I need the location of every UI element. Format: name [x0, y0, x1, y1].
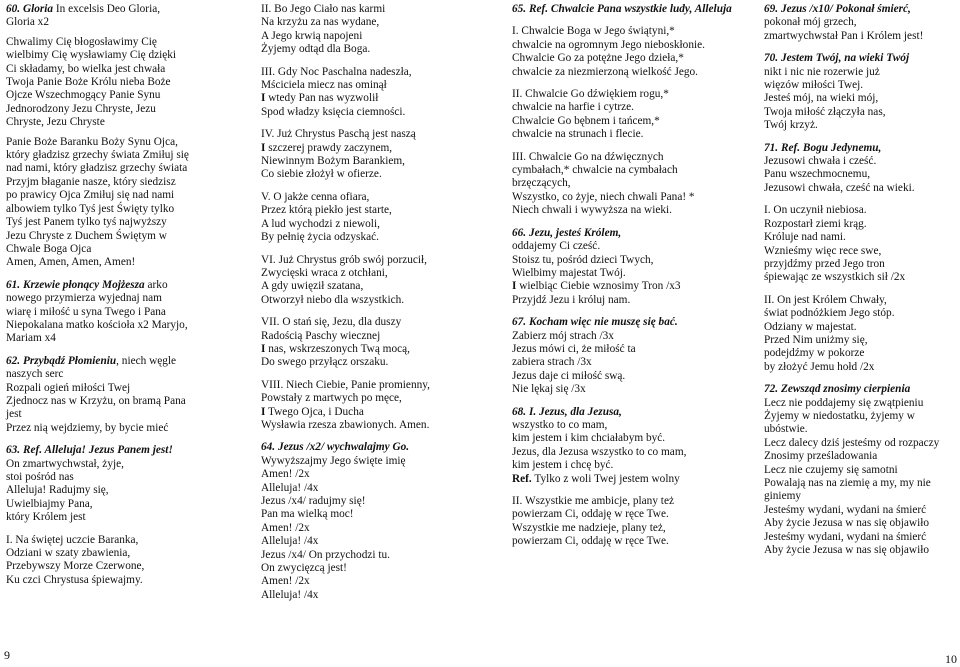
song-line: Zwycięski wraca z otchłani, — [261, 266, 388, 279]
song-line: Na krzyżu za nas wydane, — [261, 16, 380, 29]
song-line: Otworzył niebo dla wszystkich. — [261, 293, 405, 306]
song-line: Spod władzy księcia ciemności. — [261, 105, 406, 118]
song-title: 71. Ref. Bogu Jedynemu, — [764, 141, 882, 154]
song-line: Mariam x4 — [6, 332, 56, 345]
song-line: A Jego krwią napojeni — [261, 29, 363, 42]
column-4 — [764, 3, 956, 566]
song-line: Pan ma wielką moc! — [261, 508, 354, 521]
song-line: IV. Już Chrystus Paschą jest naszą — [261, 128, 416, 141]
song-block — [764, 383, 956, 557]
song-line: Twoja miłość złączyła nas, — [764, 105, 886, 118]
song-title: 62. Przybądź Płomieniu — [6, 354, 117, 367]
song-title: 69. Jezus /x10/ Pokonał śmierć, — [764, 3, 911, 15]
song-line: Chwalcie Go bębnem i tańcem,* — [512, 114, 660, 127]
song-line: Jezus /x4/ On przychodzi tu. — [261, 548, 390, 561]
song-heading-line — [6, 279, 234, 292]
song-line: Uwielbiajmy Pana, — [6, 497, 93, 510]
song-line: Przez którą piekło jest starte, — [261, 204, 392, 217]
song-line: Żyjemy w niedostatku, żyjemy w — [764, 409, 915, 422]
song-block — [261, 441, 476, 602]
song-block — [6, 444, 234, 524]
song-heading-line — [512, 227, 737, 240]
song-title: 61. Krzewie płonący Mojżesza — [6, 278, 145, 291]
song-block — [6, 355, 234, 435]
song-block — [261, 191, 476, 245]
song-line: wielbimy Cię wysławiamy Cię dzięki — [6, 49, 177, 62]
song-heading-line — [6, 444, 234, 457]
song-line: II. On jest Królem Chwały, — [764, 293, 887, 306]
song-line: Radością Paschy wiecznej — [261, 329, 381, 342]
song-title: 60. Gloria — [6, 3, 54, 15]
song-line: jest — [6, 408, 22, 421]
song-line: III. Chwalcie Go na dźwięcznych — [512, 150, 664, 163]
song-line: Chwale Boga Ojca — [6, 242, 92, 255]
song-line: albowiem tylko Tyś jest Święty tylko — [6, 202, 175, 215]
song-title: 66. Jezu, jesteś Królem, — [512, 226, 622, 239]
song-line: Przyjm błaganie nasze, który siedzisz — [6, 175, 176, 188]
song-line: On zmartwychwstał, żyje, — [6, 457, 124, 470]
song-line: Jesteś mój, na wieki mój, — [764, 92, 879, 105]
song-line: giniemy — [764, 490, 802, 503]
song-block — [6, 3, 234, 270]
song-line: Co siebie złożył w ofierze. — [261, 168, 382, 181]
song-line: Lecz nie czujemy się samotni — [764, 463, 898, 476]
song-line: Ku czci Chrystusa śpiewajmy. — [6, 573, 143, 586]
song-line: Powstały z martwych po męce, — [261, 392, 402, 405]
song-heading-line — [764, 383, 956, 396]
stanza-number: I — [261, 405, 266, 418]
song-line: chwalcie na harfie i cytrze. — [512, 101, 634, 114]
song-line: Twoja Panie Boże Królu nieba Boże — [6, 76, 171, 89]
song-heading-line — [512, 316, 737, 329]
song-title: 68. I. Jezus, dla Jezusa, — [512, 405, 622, 418]
song-line: powierzam Ci, oddaję w ręce Twe. — [512, 535, 669, 548]
song-line: Alleluja! /4x — [261, 481, 319, 494]
song-block — [512, 406, 737, 486]
song-title: 67. Kocham więc nie muszę się bać. — [512, 316, 678, 329]
song-line: Jezus /x4/ radujmy się! — [261, 495, 366, 507]
song-line: arko — [144, 278, 168, 291]
song-line: Rozpostarł ziemi krąg. — [764, 217, 867, 230]
song-line: który Królem jest — [6, 511, 86, 524]
song-line: Jezusowi chwała, cześć na wieki. — [764, 181, 915, 194]
stanza-number: I — [261, 342, 266, 355]
song-line: podejdźmy w pokorze — [764, 347, 865, 360]
song-line: kim jestem i kim chciałabym być. — [512, 432, 666, 445]
song-line: Gloria x2 — [6, 16, 49, 29]
song-heading-line — [261, 441, 476, 454]
song-line: kim jestem i chcę być. — [512, 459, 614, 472]
song-line: I wielbiąc Ciebie wznosimy Tron /x3 — [512, 280, 681, 293]
song-block — [764, 294, 956, 374]
column-1 — [6, 3, 234, 596]
song-block — [512, 316, 737, 396]
song-line: przyjdźmy przed Jego tron — [764, 257, 885, 270]
song-line: nowego przymierza wyjednaj nam — [6, 292, 162, 305]
song-block — [6, 534, 234, 588]
song-line: I wtedy Pan nas wyzwolił — [261, 92, 379, 105]
song-heading-line — [6, 355, 234, 368]
song-heading-line — [512, 406, 737, 419]
song-block — [512, 3, 737, 16]
song-line: Króluje nad nami. — [764, 231, 846, 244]
song-line: II. Bo Jego Ciało nas karmi — [261, 3, 386, 15]
song-line: Alleluja! /4x — [261, 588, 319, 601]
song-line: pokonał mój grzech, — [764, 16, 857, 29]
song-line: V. O jakże cenna ofiara, — [261, 190, 370, 203]
song-line: On zwycięzcą jest! — [261, 562, 347, 575]
song-block — [512, 495, 737, 549]
song-line: Tyś jest Panem tylko tyś najwyższy — [6, 216, 167, 229]
song-line: I. Na świętej uczcie Baranka, — [6, 533, 139, 546]
song-line: Jezus mówi ci, że miłość ta — [512, 342, 636, 355]
song-line: Amen! /2x — [261, 521, 310, 534]
song-heading-line — [6, 3, 234, 16]
song-line: Przebywszy Morze Czerwone, — [6, 560, 145, 573]
song-line: Amen! /2x — [261, 468, 310, 481]
song-title: 63. Ref. Alleluja! Jezus Panem jest! — [6, 444, 173, 457]
song-line: by złożyć Jemu hołd /2x — [764, 360, 875, 373]
song-line: Znosimy prześladowania — [764, 450, 878, 463]
song-line: Ref. Tylko z woli Twej jestem wolny — [512, 472, 680, 485]
song-line: Przyjdź Jezu i króluj nam. — [512, 293, 631, 306]
song-line: Jesteśmy wydani, wydani na śmierć — [764, 503, 927, 516]
song-line: chwalcie na strunach i flecie. — [512, 128, 644, 141]
song-block — [512, 88, 737, 142]
song-line: Odziany w majestat. — [764, 320, 857, 333]
song-line: Niepokalana matko kościoła x2 Maryjo, — [6, 318, 188, 331]
song-line: brzęczących, — [512, 177, 571, 190]
song-line: chwalcie za niezmierzoną wielkość Jego. — [512, 65, 698, 78]
song-line: Przed Nim uniżmy się, — [764, 333, 868, 346]
song-title: 65. Ref. Chwalcie Pana wszystkie ludy, Alleluja — [512, 3, 732, 15]
song-line: , niech węgle — [116, 354, 177, 367]
song-heading-line — [764, 3, 956, 16]
song-line: stoi pośród nas — [6, 471, 74, 483]
song-line: Rozpali ogień miłości Twej — [6, 381, 131, 394]
song-line: Wznieśmy więc rece swe, — [764, 244, 882, 257]
song-block — [764, 52, 956, 132]
stanza-number: I — [261, 141, 266, 154]
song-line: Jezusowi chwała i cześć. — [764, 155, 877, 168]
song-line: Mściciela miecz nas ominął — [261, 79, 387, 92]
song-heading-line — [512, 3, 737, 16]
song-line: cymbałach,* chwalcie na cymbałach — [512, 164, 678, 177]
song-line: Jezus, dla Jezusa wszystko to co mam, — [512, 445, 687, 458]
song-line: Powalają nas na ziemię a my, my nie — [764, 477, 931, 489]
song-line: Do swego przyłącz orszaku. — [261, 356, 389, 369]
song-line: więzów miłości Twej. — [764, 79, 864, 92]
song-line: By pełnię życia odzyskać. — [261, 231, 379, 244]
song-line: Niech chwali i wywyższa na wieki. — [512, 204, 672, 217]
song-line: Lecz nie poddajemy się zwątpieniu — [764, 396, 924, 409]
song-line: zmartwychwstał Pan i Królem jest! — [764, 29, 924, 42]
song-line: Jezu Chryste z Duchem Świętym w — [6, 229, 167, 242]
song-block — [261, 3, 476, 57]
song-line: Alleluja! Radujmy się, — [6, 484, 109, 497]
song-line: Jesteśmy wydani, wydani na śmierć — [764, 530, 927, 543]
song-line: Chwalcie Go za potężne Jego dzieła,* — [512, 52, 684, 65]
song-line: który gładzisz grzechy świata Zmiłuj się — [6, 149, 189, 162]
song-line: Alleluja! /4x — [261, 535, 319, 548]
song-line: Przez nią wejdziemy, by bycie mieć — [6, 421, 169, 434]
page-number-left: 9 — [4, 648, 10, 662]
song-line: Ci składamy, bo wielka jest chwała — [6, 62, 166, 75]
song-line: chwalcie na ogromnym Jego nieboskłonie. — [512, 38, 705, 51]
song-heading-line — [764, 142, 956, 155]
song-line: Żyjemy odtąd dla Boga. — [261, 43, 371, 56]
song-heading-line — [764, 52, 956, 65]
song-line: Nie lękaj się /3x — [512, 383, 586, 396]
song-title: 72. Zewsząd znosimy cierpienia — [764, 383, 911, 396]
song-line: Wszystkie me nadzieje, plany też, — [512, 521, 666, 534]
song-line: naszych serc — [6, 368, 64, 381]
song-line: Ojcze Wszechmogący Panie Synu — [6, 89, 161, 102]
song-block — [261, 316, 476, 370]
song-line: A lud wychodzi z niewoli, — [261, 217, 380, 230]
song-line: wszystko to co mam, — [512, 418, 608, 431]
song-line: Lecz dalecy dziś jesteśmy od rozpaczy — [764, 436, 940, 449]
song-line: powierzam Ci, oddaję w ręce Twe. — [512, 508, 669, 521]
song-block — [261, 379, 476, 433]
song-line: Amen! /2x — [261, 575, 310, 588]
song-line: świat podnóżkiem Jego stóp. — [764, 307, 895, 320]
song-line: po prawicy Ojca Zmiłuj się nad nami — [6, 189, 175, 202]
song-line: Aby życie Jezusa w nas się objawiło — [764, 517, 930, 530]
song-line: In excelsis Deo Gloria, — [53, 3, 161, 15]
stanza-number: I — [261, 92, 266, 105]
song-line: Aby życie Jezusa w nas się objawiło — [764, 544, 930, 557]
song-line: Jednorodzony Jezu Chryste, Jezu — [6, 102, 156, 115]
page-number-right: 10 — [945, 652, 957, 666]
song-line: Wszystko, co żyje, niech chwali Pana! * — [512, 190, 695, 203]
song-line: Wielbimy majestat Twój. — [512, 266, 626, 279]
song-line: Wysławia rzesza zbawionych. Amen. — [261, 418, 430, 431]
song-line: VII. O stań się, Jezu, dla duszy — [261, 316, 402, 329]
song-line: I szczerej prawdy zaczynem, — [261, 141, 393, 154]
song-line: Zjednocz nas w Krzyżu, on bramą Pana — [6, 394, 186, 407]
song-line: Jezus daje ci miłość swą. — [512, 369, 626, 382]
stanza-number: Ref. — [512, 472, 532, 485]
song-block — [261, 254, 476, 308]
stanza-number: I — [512, 280, 517, 293]
song-line: VI. Już Chrystus grób swój porzucił, — [261, 253, 427, 266]
song-line: Amen, Amen, Amen, Amen! — [6, 256, 136, 269]
song-title: 64. Jezus /x2/ wychwalajmy Go. — [261, 441, 410, 454]
song-line: A gdy uwięził szatana, — [261, 280, 364, 293]
song-line: I Twego Ojca, i Ducha — [261, 405, 364, 418]
song-line: Twój krzyż. — [764, 119, 818, 132]
song-line: Panie Boże Baranku Boży Synu Ojca, — [6, 135, 178, 148]
song-block — [6, 279, 234, 346]
song-line: Zabierz mój strach /3x — [512, 329, 614, 342]
song-line: nikt i nic nie rozerwie już — [764, 65, 880, 78]
song-line: Stoisz tu, pośród dzieci Twych, — [512, 253, 654, 266]
song-block — [512, 227, 737, 307]
song-block — [764, 142, 956, 196]
song-line: oddajemy Ci cześć. — [512, 240, 601, 253]
song-line: ubóstwie. — [764, 423, 808, 436]
column-2 — [261, 3, 476, 611]
song-line: Odziani w szaty zbawienia, — [6, 547, 131, 560]
song-line: zabiera strach /3x — [512, 356, 592, 369]
song-block — [261, 128, 476, 182]
column-3 — [512, 3, 737, 558]
song-line: III. Gdy Noc Paschalna nadeszła, — [261, 65, 412, 78]
song-line: śpiewając ze wszystkich sił /2x — [764, 271, 906, 284]
song-line: II. Chwalcie Go dźwiękiem rogu,* — [512, 88, 669, 101]
song-block — [764, 3, 956, 43]
song-title: 70. Jestem Twój, na wieki Twój — [764, 52, 910, 65]
song-line: Wywyższajmy Jego święte imię — [261, 454, 406, 467]
song-block — [764, 204, 956, 284]
song-line: I nas, wskrzeszonych Twą mocą, — [261, 342, 410, 355]
song-block — [512, 151, 737, 218]
song-line: VIII. Niech Ciebie, Panie promienny, — [261, 378, 430, 391]
song-line: Chryste, Jezu Chryste — [6, 116, 105, 129]
song-block — [512, 25, 737, 79]
song-line: II. Wszystkie me ambicje, plany też — [512, 495, 674, 507]
song-line: Panu wszechmocnemu, — [764, 168, 871, 181]
song-line: nad nami, który gładzisz grzechy świata — [6, 162, 188, 175]
song-line: I. Chwalcie Boga w Jego świątyni,* — [512, 25, 675, 38]
song-line: wiarę i miłość u syna Twego i Pana — [6, 305, 166, 318]
song-line: Niewinnym Bożym Barankiem, — [261, 155, 406, 168]
song-line: Chwalimy Cię błogosławimy Cię — [6, 35, 157, 48]
song-line: I. On uczynił niebiosa. — [764, 204, 867, 217]
song-block — [261, 66, 476, 120]
